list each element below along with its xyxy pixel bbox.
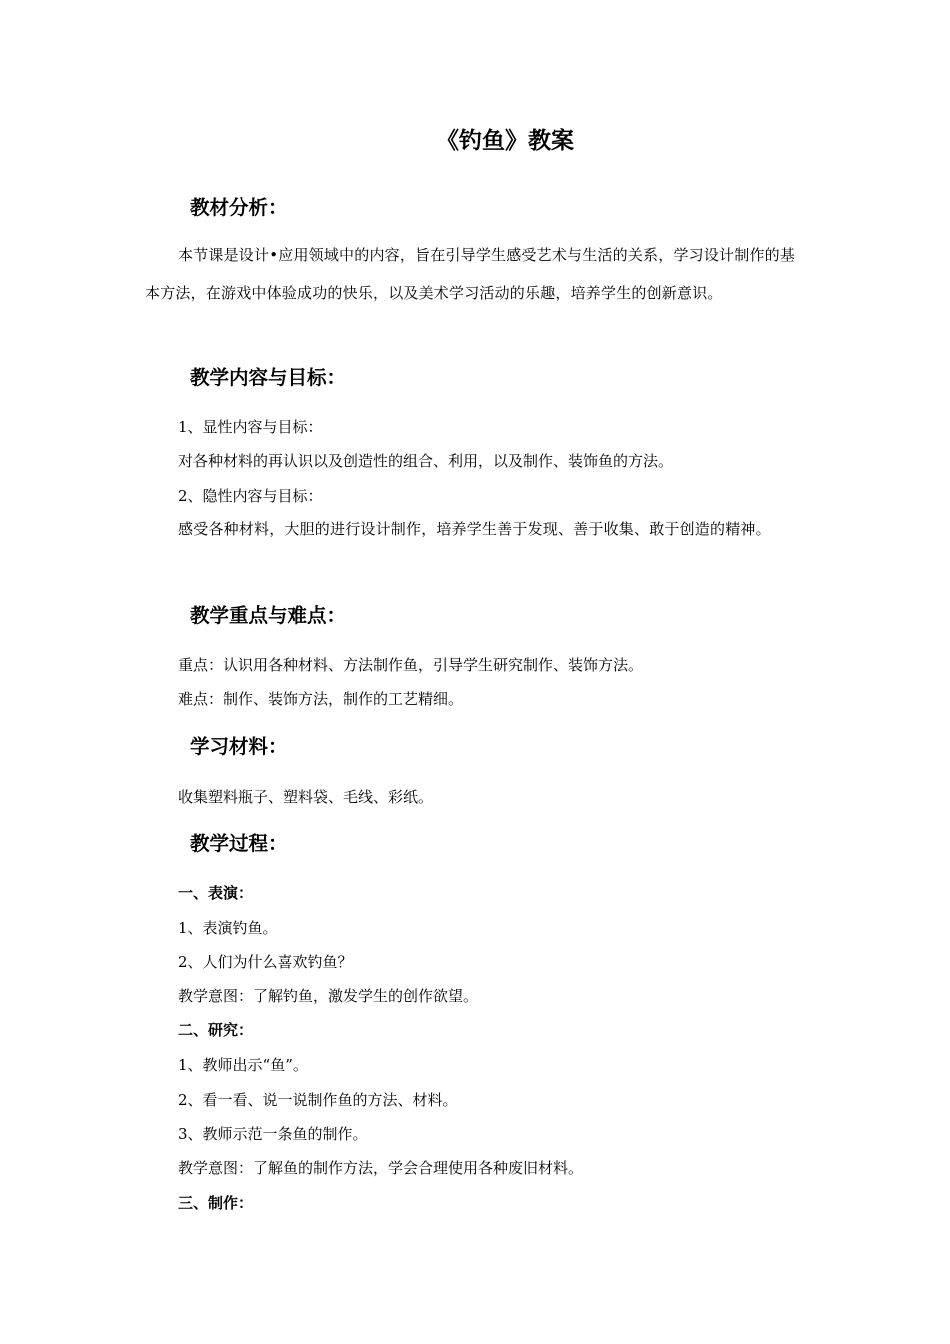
- section-heading-keypoints: 教学重点与难点：: [190, 604, 347, 627]
- process-step1-title: 一、表演：: [178, 884, 254, 902]
- process-step1-intent: 教学意图：了解钓鱼，激发学生的创作欲望。: [178, 987, 479, 1005]
- goals-item2-label: 2、隐性内容与目标：: [178, 487, 323, 505]
- section-heading-materials: 学习材料：: [190, 735, 288, 758]
- goals-item1-text: 对各种材料的再认识以及创造性的组合、利用，以及制作、装饰鱼的方法。: [178, 452, 674, 470]
- process-step1-line: 1、表演钓鱼。: [178, 919, 278, 937]
- process-step2-line: 3、教师示范一条鱼的制作。: [178, 1125, 368, 1143]
- section-heading-analysis: 教材分析：: [190, 196, 288, 219]
- process-step2-line: 2、看一看、说一说制作鱼的方法、材料。: [178, 1091, 458, 1109]
- goals-item1-label: 1、显性内容与目标：: [178, 418, 323, 436]
- materials-paragraph: 收集塑料瓶子、塑料袋、毛线、彩纸。: [178, 788, 434, 806]
- process-step2-intent: 教学意图：了解鱼的制作方法，学会合理使用各种废旧材料。: [178, 1159, 584, 1177]
- goals-item2-text: 感受各种材料，大胆的进行设计制作，培养学生善于发现、善于收集、敢于创造的精神。: [178, 520, 771, 538]
- document-title: 《钓鱼》教案: [436, 128, 574, 154]
- process-step3-title: 三、制作：: [178, 1194, 254, 1212]
- process-step1-line: 2、人们为什么喜欢钓鱼？: [178, 953, 353, 971]
- section-heading-process: 教学过程：: [190, 832, 288, 855]
- section-heading-goals: 教学内容与目标：: [190, 366, 347, 389]
- keypoints-focus: 重点：认识用各种材料、方法制作鱼，引导学生研究制作、装饰方法。: [178, 656, 644, 674]
- analysis-paragraph: 本节课是设计•应用领域中的内容，旨在引导学生感受艺术与生活的关系，学习设计制作的基本方法，在游戏中体验成功的快乐，以及美术学习活动的乐趣，培养学生的创新意识。: [145, 246, 796, 302]
- process-step2-title: 二、研究：: [178, 1021, 254, 1039]
- process-step2-line: 1、教师出示“鱼”。: [178, 1056, 308, 1074]
- keypoints-difficulty: 难点：制作、装饰方法，制作的工艺精细。: [178, 690, 464, 708]
